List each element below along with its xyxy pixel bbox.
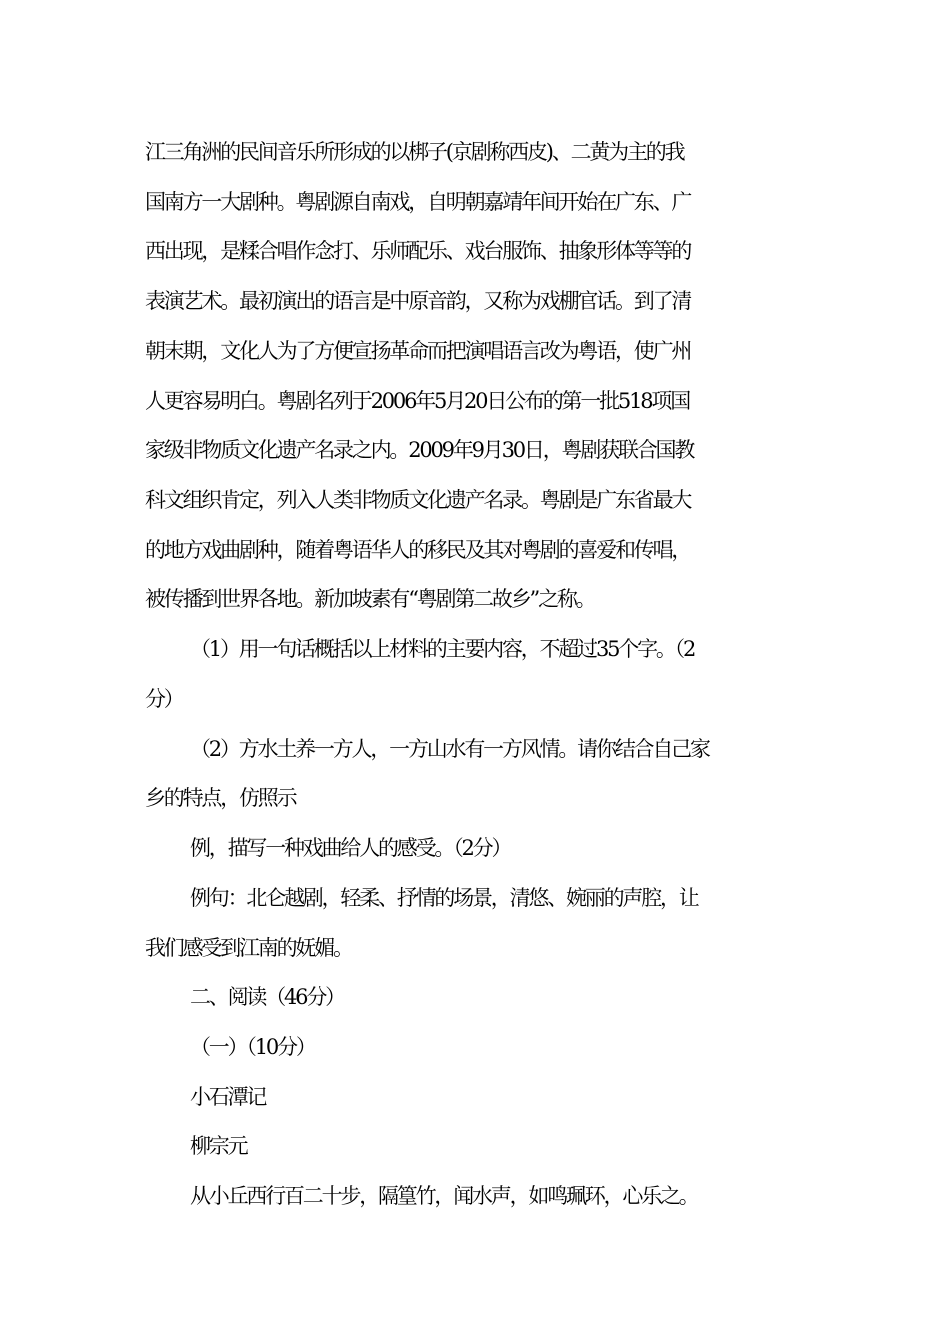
text-line: 表演艺术。最初演出的语言是中原音韵，又称为戏棚官话。到了清 [145, 289, 691, 313]
question-1-cont: 分） [145, 687, 183, 711]
text-line: 西出现，是糅合唱作念打、乐师配乐、戏台服饰、抽象形体等等的 [145, 239, 691, 263]
question-2-cont: 乡的特点，仿照示 [145, 786, 296, 810]
text-line: 人更容易明白。粤剧名列于2006年5月20日公布的第一批518项国 [145, 389, 690, 413]
section-heading: 二、阅读（46分） [190, 985, 344, 1009]
passage-author: 柳宗元 [190, 1134, 247, 1158]
question-2: （2）方水土养一方人，一方山水有一方风情。请你结合自己家 [190, 737, 709, 761]
text-line: 江三角洲的民间音乐所形成的以梆子(京剧称西皮)、二黄为主的我 [145, 140, 684, 164]
subsection-heading: （一）（10分） [190, 1035, 315, 1059]
text-line: 被传播到世界各地。新加坡素有“粤剧第二故乡”之称。 [145, 587, 595, 611]
text-line: 科文组织肯定，列入人类非物质文化遗产名录。粤剧是广东省最大 [145, 488, 691, 512]
text-line: 国南方一大剧种。粤剧源自南戏，自明朝嘉靖年间开始在广东、广 [145, 190, 691, 214]
example-sentence: 例句：北仑越剧，轻柔、抒情的场景，清悠、婉丽的声腔，让 [190, 886, 698, 910]
text-line: 家级非物质文化遗产名录之内。2009年9月30日，粤剧获联合国教 [145, 438, 694, 462]
text-line: 的地方戏曲剧种，随着粤语华人的移民及其对粤剧的喜爱和传唱， [145, 538, 691, 562]
question-1: （1）用一句话概括以上材料的主要内容，不超过35个字。（2 [190, 637, 695, 661]
passage-title: 小石潭记 [190, 1085, 266, 1109]
passage-text: 从小丘西行百二十步，隔篁竹，闻水声，如鸣珮环，心乐之。 [190, 1184, 698, 1208]
question-2-cont: 例，描写一种戏曲给人的感受。（2分） [190, 836, 511, 860]
example-sentence-cont: 我们感受到江南的妩媚。 [145, 936, 352, 960]
text-line: 朝末期，文化人为了方便宣扬革命而把演唱语言改为粤语，使广州 [145, 339, 691, 363]
